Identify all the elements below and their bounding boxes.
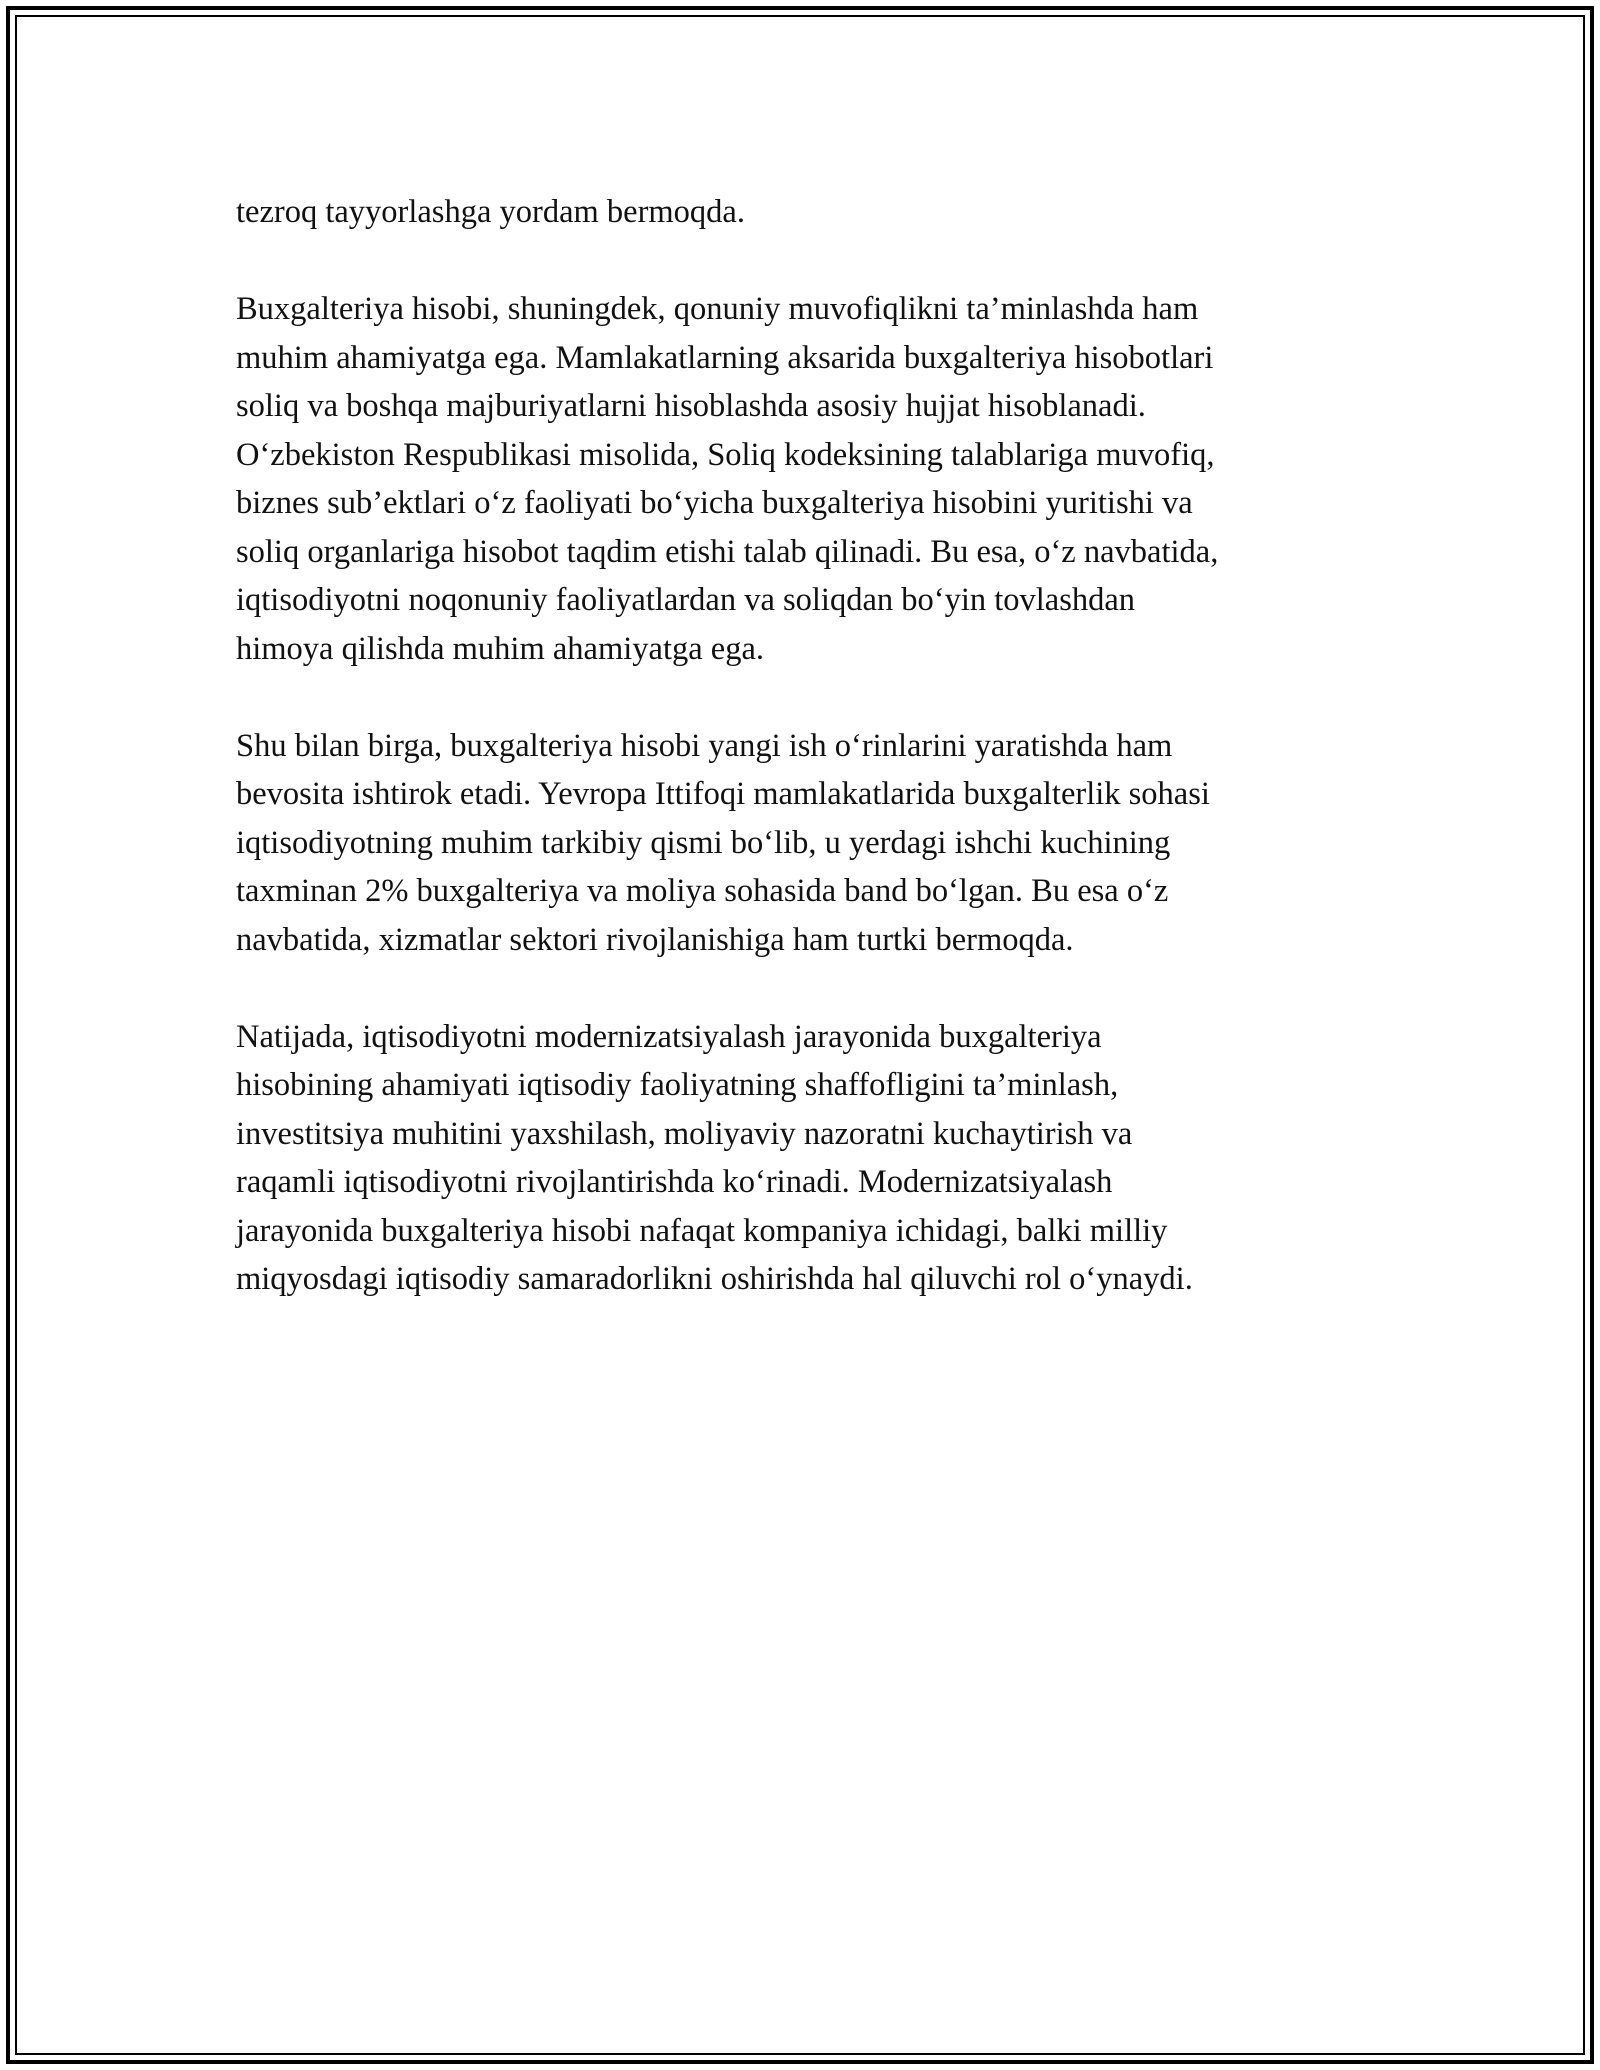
paragraph-3	[236, 722, 1376, 965]
paragraph-4	[236, 1013, 1376, 1304]
text-line: himoya qilishda muhim ahamiyatga ega.	[236, 630, 764, 667]
text-line: iqtisodiyotning muhim tarkibiy qismi bo‘lib, u yerdagi ishchi kuchining	[236, 824, 1171, 861]
text-line: O‘zbekiston Respublikasi misolida, Soliq kodeksining talablariga muvofiq,	[236, 436, 1215, 473]
text-line: biznes sub’ektlari o‘z faoliyati bo‘yicha buxgalteriya hisobini yuritishi va	[236, 485, 1193, 521]
document-body	[236, 188, 1376, 1352]
text-line: iqtisodiyotni noqonuniy faoliyatlardan va soliqdan bo‘yin tovlashdan	[236, 582, 1136, 618]
text-line: miqyosdagi iqtisodiy samaradorlikni oshirishda hal qiluvchi rol o‘ynaydi.	[236, 1261, 1193, 1297]
text-line: Natijada, iqtisodiyotni modernizatsiyalash jarayonida buxgalteriya	[236, 1018, 1102, 1055]
paragraph-1	[236, 188, 1376, 237]
text-line: Buxgalteriya hisobi, shuningdek, qonuniy muvofiqlikni ta’minlashda ham	[236, 291, 1199, 327]
text-line: jarayonida buxgalteriya hisobi nafaqat kompaniya ichidagi, balki milliy	[236, 1212, 1168, 1249]
text-line: bevosita ishtirok etadi. Yevropa Ittifoqi mamlakatlarida buxgalterlik sohasi	[236, 776, 1210, 812]
text-line: taxminan 2% buxgalteriya va moliya sohasida band bo‘lgan. Bu esa o‘z	[236, 873, 1169, 909]
text-line: soliq organlariga hisobot taqdim etishi talab qilinadi. Bu esa, o‘z navbatida,	[236, 533, 1219, 570]
text-line: tezroq tayyorlashga yordam bermoqda.	[236, 194, 745, 230]
paragraph-2	[236, 285, 1376, 673]
text-line: hisobining ahamiyati iqtisodiy faoliyatning shaffofligini ta’minlash,	[236, 1067, 1119, 1103]
text-line: investitsiya muhitini yaxshilash, moliyaviy nazoratni kuchaytirish va	[236, 1115, 1133, 1152]
text-line: Shu bilan birga, buxgalteriya hisobi yangi ish o‘rinlarini yaratishda ham	[236, 727, 1173, 764]
text-line: soliq va boshqa majburiyatlarni hisoblashda asosiy hujjat hisoblanadi.	[236, 388, 1146, 424]
text-line: muhim ahamiyatga ega. Mamlakatlarning aksarida buxgalteriya hisobotlari	[236, 339, 1214, 376]
text-line: navbatida, xizmatlar sektori rivojlanishiga ham turtki bermoqda.	[236, 921, 1074, 958]
text-line: raqamli iqtisodiyotni rivojlantirishda ko‘rinadi. Modernizatsiyalash	[236, 1164, 1113, 1200]
